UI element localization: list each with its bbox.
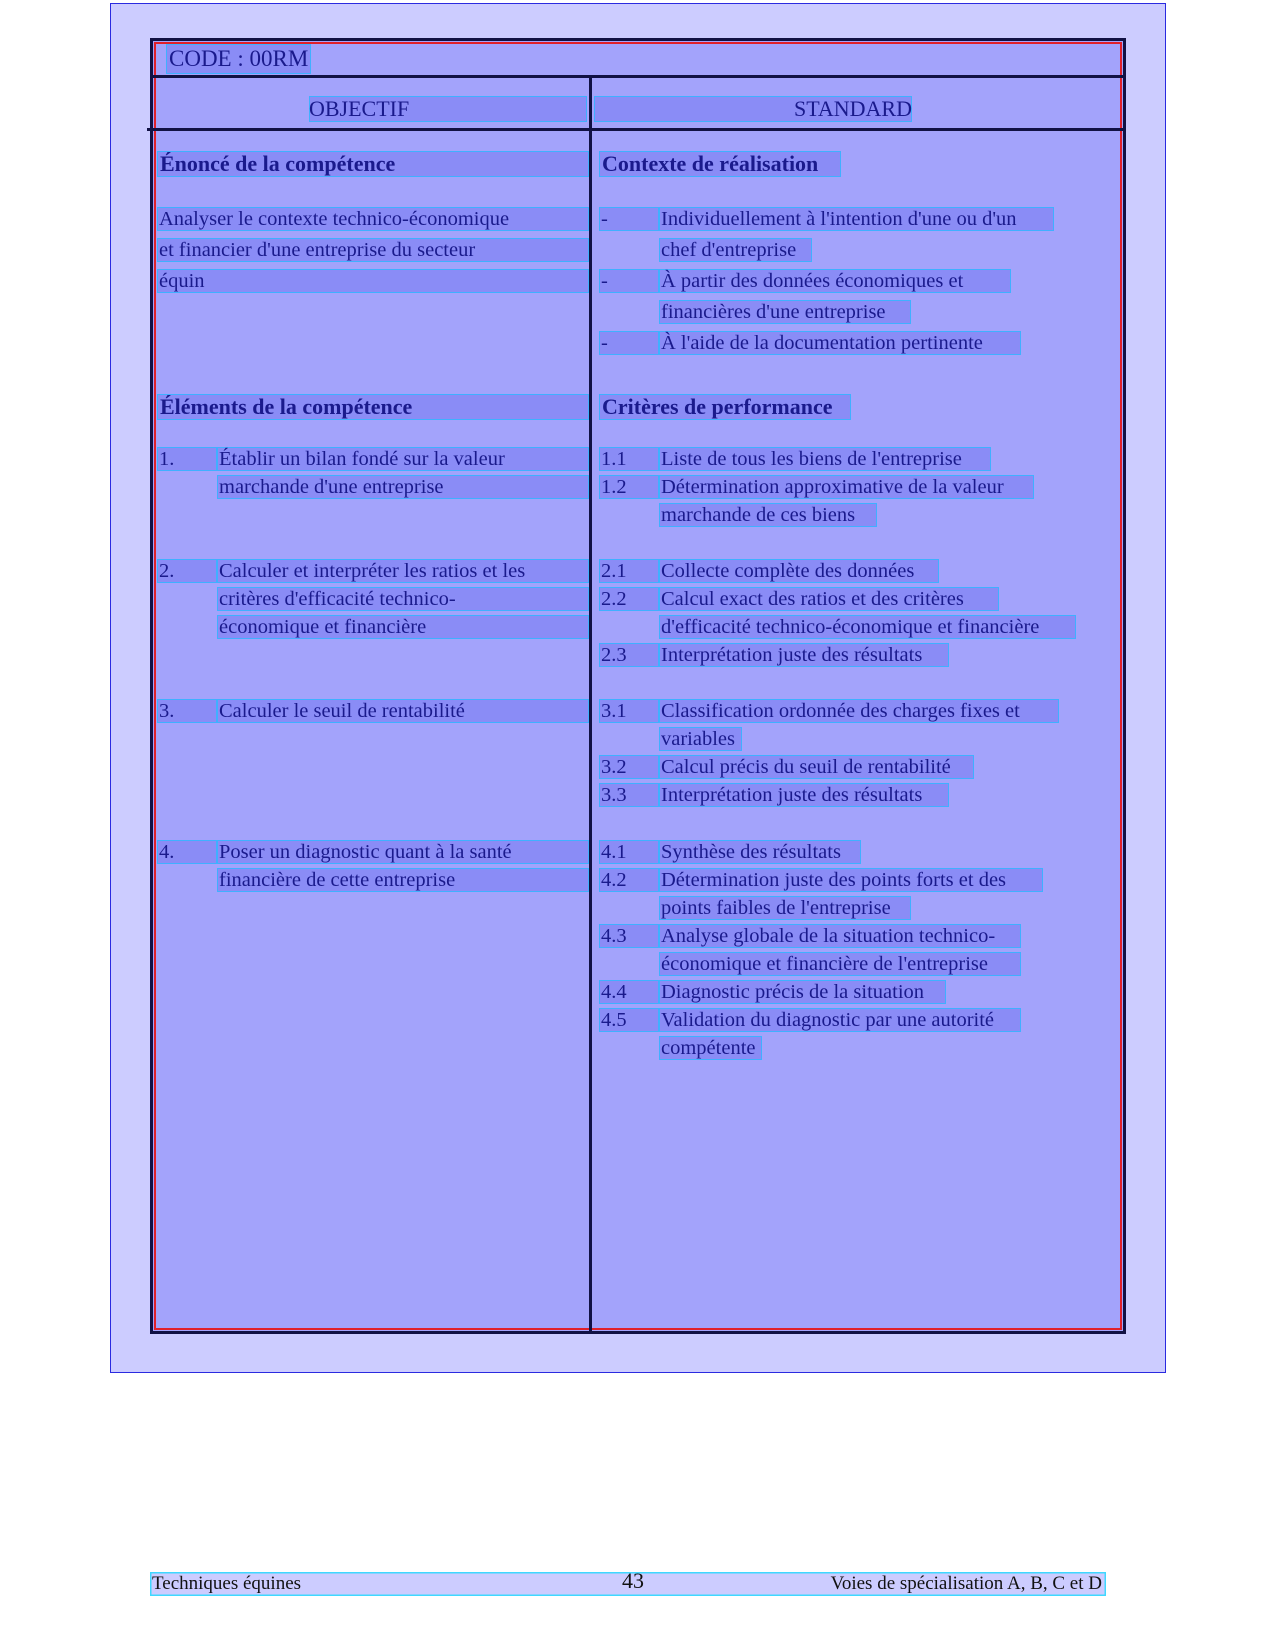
- critere-number: 4.4: [599, 980, 659, 1004]
- table-divider-top: [153, 75, 1123, 78]
- objectif-header: OBJECTIF: [309, 96, 587, 122]
- element-number: 3.: [157, 699, 217, 723]
- footer-specialisation: Voies de spécialisation A, B, C et D: [830, 1573, 1102, 1594]
- critere-number: 2.3: [599, 643, 659, 667]
- enonce-line: et financier d'une entreprise du secteur: [157, 238, 589, 262]
- footer-program: Techniques équines: [152, 1573, 302, 1594]
- element-text: Établir un bilan fondé sur la valeur: [217, 447, 589, 471]
- standard-header: STANDARD: [594, 96, 912, 122]
- critere-number: 4.3: [599, 924, 659, 948]
- critere-text: Interprétation juste des résultats: [659, 783, 949, 807]
- critere-text: Détermination juste des points forts et des: [659, 868, 1043, 892]
- contexte-text: chef d'entreprise: [659, 238, 812, 262]
- critere-text: Classification ordonnée des charges fixes et: [659, 699, 1059, 723]
- element-text: critères d'efficacité technico-: [217, 587, 589, 611]
- enonce-title: Énoncé de la compétence: [157, 151, 589, 177]
- critere-text: Interprétation juste des résultats: [659, 643, 949, 667]
- critere-text: Validation du diagnostic par une autorité: [659, 1008, 1021, 1032]
- contexte-text: Individuellement à l'intention d'une ou d'un: [659, 207, 1054, 231]
- element-text: Calculer le seuil de rentabilité: [217, 699, 589, 723]
- contexte-title: Contexte de réalisation: [599, 151, 841, 177]
- critere-text: compétente: [659, 1036, 762, 1060]
- element-number: 1.: [157, 447, 217, 471]
- critere-text: d'efficacité technico-économique et financière: [659, 615, 1076, 639]
- critere-number: 3.3: [599, 783, 659, 807]
- critere-number: 1.1: [599, 447, 659, 471]
- page-footer: [150, 1568, 1106, 1596]
- element-number: 2.: [157, 559, 217, 583]
- critere-text: économique et financière de l'entreprise: [659, 952, 1021, 976]
- contexte-text: À partir des données économiques et: [659, 269, 1011, 293]
- element-text: économique et financière: [217, 615, 589, 639]
- critere-text: Calcul précis du seuil de rentabilité: [659, 755, 974, 779]
- criteres-title: Critères de performance: [599, 394, 851, 420]
- critere-text: Synthèse des résultats: [659, 840, 861, 864]
- element-text: Calculer et interpréter les ratios et les: [217, 559, 589, 583]
- competence-code: CODE : 00RM: [166, 44, 311, 74]
- element-text: financière de cette entreprise: [217, 868, 589, 892]
- elements-title: Éléments de la compétence: [157, 394, 589, 420]
- element-number: 4.: [157, 840, 217, 864]
- enonce-line: Analyser le contexte technico-économique: [157, 207, 589, 231]
- contexte-bullet: -: [599, 331, 659, 355]
- critere-text: Détermination approximative de la valeur: [659, 475, 1034, 499]
- critere-number: 3.2: [599, 755, 659, 779]
- critere-text: Diagnostic précis de la situation: [659, 980, 946, 1004]
- critere-text: Liste de tous les biens de l'entreprise: [659, 447, 991, 471]
- critere-number: 3.1: [599, 699, 659, 723]
- critere-number: 4.1: [599, 840, 659, 864]
- critere-text: Collecte complète des données: [659, 559, 939, 583]
- critere-number: 4.2: [599, 868, 659, 892]
- column-divider: [589, 75, 592, 1331]
- element-text: marchande d'une entreprise: [217, 475, 589, 499]
- critere-text: Calcul exact des ratios et des critères: [659, 587, 999, 611]
- critere-number: 2.1: [599, 559, 659, 583]
- critere-text: variables: [659, 727, 742, 751]
- contexte-text: financières d'une entreprise: [659, 300, 911, 324]
- contexte-bullet: -: [599, 269, 659, 293]
- critere-text: points faibles de l'entreprise: [659, 896, 911, 920]
- contexte-text: À l'aide de la documentation pertinente: [659, 331, 1021, 355]
- table-divider-header: [147, 128, 1123, 131]
- critere-text: Analyse globale de la situation technico-: [659, 924, 1021, 948]
- critere-number: 2.2: [599, 587, 659, 611]
- critere-text: marchande de ces biens: [659, 503, 877, 527]
- element-text: Poser un diagnostic quant à la santé: [217, 840, 589, 864]
- critere-number: 1.2: [599, 475, 659, 499]
- critere-number: 4.5: [599, 1008, 659, 1032]
- enonce-line: équin: [157, 269, 589, 293]
- competence-table: [150, 38, 1126, 1334]
- contexte-bullet: -: [599, 207, 659, 231]
- page-number: 43: [622, 1568, 644, 1593]
